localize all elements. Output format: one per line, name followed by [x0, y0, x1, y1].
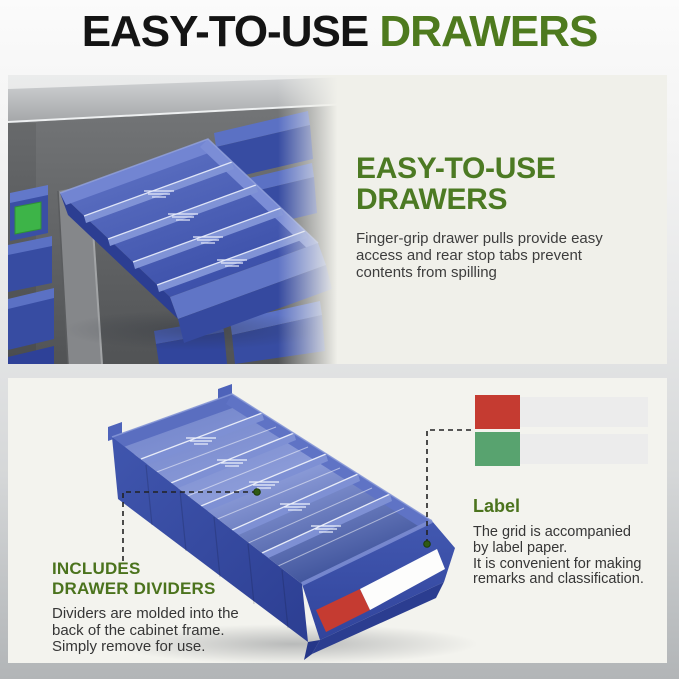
dividers-note-heading-line1: INCLUDES — [52, 559, 141, 578]
label-note-body — [473, 525, 663, 588]
label-samples — [475, 395, 648, 469]
label-note-body-line2: by label paper. — [473, 539, 568, 556]
left-drawer-column — [8, 185, 54, 364]
callout-dot — [424, 541, 431, 548]
label-note-body-line3: It is convenient for making — [473, 555, 642, 572]
page-title-green: DRAWERS — [379, 7, 598, 56]
label-paper-strip — [520, 397, 648, 427]
dividers-note-body-line2: back of the cabinet frame. — [52, 621, 225, 639]
green-label-swatch — [475, 432, 520, 466]
dividers-note — [52, 559, 312, 656]
dividers-note-body — [52, 606, 312, 656]
dividers-note-body-line3: Simply remove for use. — [52, 638, 206, 655]
label-paper-strip — [520, 434, 648, 464]
label-note — [473, 496, 663, 588]
dividers-note-heading-line2: DRAWER DIVIDERS — [52, 579, 216, 598]
upper-heading-line1: EASY-TO-USE — [356, 152, 556, 185]
cabinet-photo — [8, 75, 348, 364]
upper-body — [356, 230, 656, 281]
upper-panel — [8, 75, 667, 364]
upper-heading — [356, 153, 656, 215]
upper-text-block — [356, 153, 656, 281]
green-label-tag — [15, 202, 41, 234]
red-label-swatch — [475, 395, 520, 429]
upper-body-line2: access and rear stop tabs prevent — [356, 247, 582, 264]
page-title — [0, 6, 679, 58]
upper-heading-line2: DRAWERS — [356, 183, 508, 216]
callout-dot — [254, 489, 261, 496]
label-sample-red — [475, 395, 648, 429]
dividers-note-body-line1: Dividers are molded into the — [52, 605, 239, 622]
upper-body-line1: Finger-grip drawer pulls provide easy — [356, 230, 603, 247]
label-note-body-line1: The grid is accompanied — [473, 524, 631, 540]
photo-fade — [278, 75, 348, 364]
label-sample-green — [475, 432, 648, 466]
dividers-note-heading — [52, 559, 312, 599]
upper-body-line3: contents from spilling — [356, 264, 497, 281]
lower-panel — [8, 378, 667, 663]
label-note-heading: Label — [473, 496, 521, 516]
page-title-black: EASY-TO-USE — [81, 7, 380, 56]
label-note-body-line4: remarks and classification. — [473, 571, 644, 588]
